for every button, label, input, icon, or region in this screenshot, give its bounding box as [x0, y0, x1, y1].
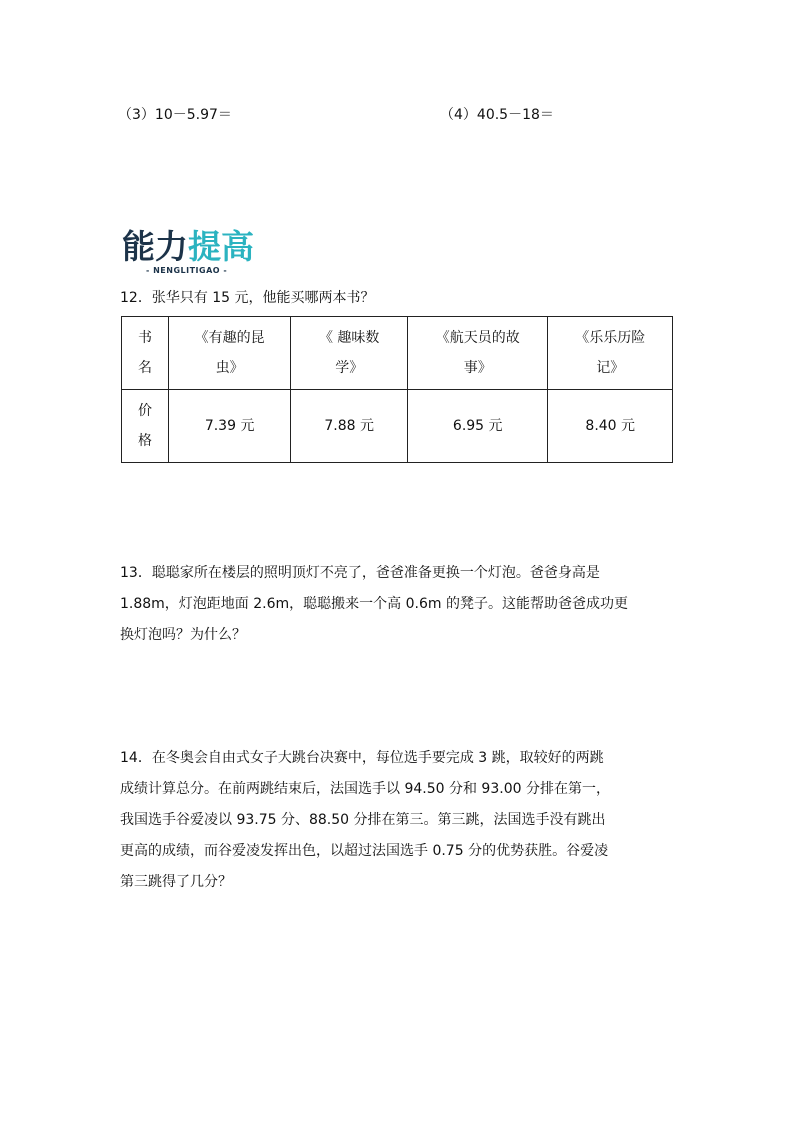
table-cell [122, 317, 169, 390]
cell-line: 虫》 [215, 360, 244, 376]
text-line: 1.88m，灯泡距地面 2.6m，聪聪搬来一个高 0.6m 的凳子。这能帮助爸爸成功更 [120, 596, 628, 612]
calc-problem-3: （3）10－5.97＝ [118, 107, 232, 123]
table-cell [168, 317, 291, 390]
banner-subtitle: - NENGLITIGAO - [146, 266, 228, 275]
text-line: 14．在冬奥会自由式女子大跳台决赛中，每位选手要完成 3 跳，取较好的两跳 [120, 750, 604, 766]
cell-line: 学》 [335, 360, 364, 376]
text-line: 第三跳得了几分？ [120, 874, 232, 890]
question-14-text [120, 743, 680, 898]
price-cell: 7.39 元 [168, 390, 291, 463]
cell-line: 名 [137, 360, 152, 376]
banner-title [122, 228, 272, 266]
price-cell: 6.95 元 [408, 390, 548, 463]
price-cell: 8.40 元 [548, 390, 673, 463]
text-line: 成绩计算总分。在前两跳结束后，法国选手以 94.50 分和 93.00 分排在第一， [120, 781, 610, 797]
text-line: 换灯泡吗？为什么？ [120, 627, 246, 643]
cell-line: 书 [137, 330, 152, 346]
question-13-text [120, 558, 680, 651]
cell-line: 格 [137, 433, 152, 449]
calc-problem-4: （4）40.5－18＝ [440, 107, 554, 123]
cell-line: 价 [137, 403, 152, 419]
text-line: 更高的成绩，而谷爱凌发挥出色，以超过法国选手 0.75 分的优势获胜。谷爱凌 [120, 843, 609, 859]
cell-line: 《 趣味数 [318, 330, 380, 346]
table-cell [548, 317, 673, 390]
banner-title-part1: 能力 [122, 227, 188, 266]
cell-line: 记》 [596, 360, 625, 376]
table-cell [408, 317, 548, 390]
table-cell [291, 317, 408, 390]
cell-line: 《有趣的昆 [194, 330, 265, 346]
price-cell: 7.88 元 [291, 390, 408, 463]
table-row-prices [122, 390, 673, 463]
cell-line: 《乐乐历险 [575, 330, 646, 346]
cell-line: 事》 [463, 360, 492, 376]
section-banner [122, 228, 272, 276]
table-row-titles [122, 317, 673, 390]
text-line: 我国选手谷爱凌以 93.75 分、88.50 分排在第三。第三跳，法国选手没有跳出 [120, 812, 606, 828]
book-price-table [121, 316, 673, 463]
cell-line: 《航天员的故 [435, 330, 520, 346]
table-cell [122, 390, 169, 463]
banner-title-part2: 提高 [188, 227, 254, 266]
text-line: 13．聪聪家所在楼层的照明顶灯不亮了，爸爸准备更换一个灯泡。爸爸身高是 [120, 565, 600, 581]
question-12-text: 12．张华只有 15 元，他能买哪两本书？ [120, 290, 375, 306]
